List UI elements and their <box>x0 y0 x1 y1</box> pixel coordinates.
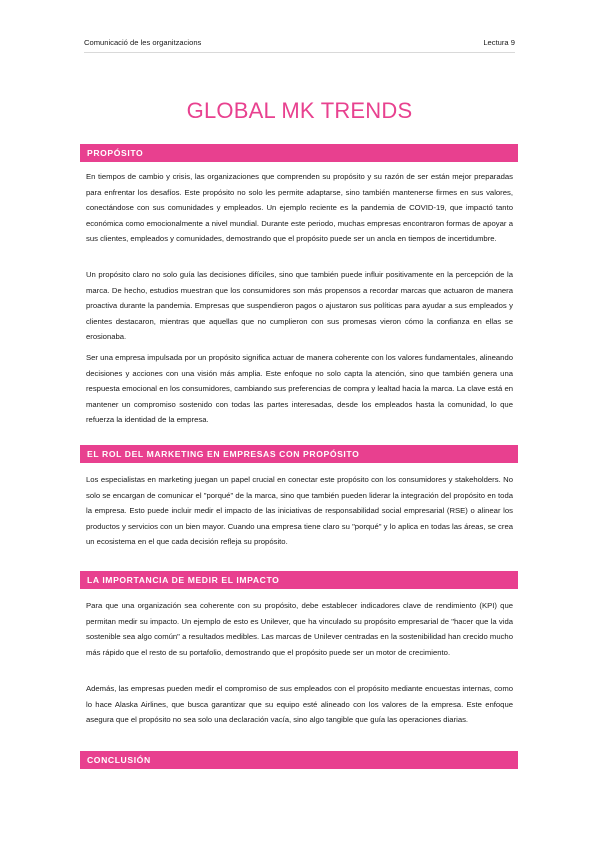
paragraph: En tiempos de cambio y crisis, las organizaciones que comprenden su propósito y su razón de ser están mejor preparadas para enfrentar los desafíos. Este propósito no solo les permite adaptarse, sino también mantenerse firmes en sus valores, conectándose con sus comunidades y empleados. Un ejemplo reciente es la pandemia de COVID-19, que impactó tanto económica como emocionalmente a nivel mundial. Durante este periodo, muchas empresas encontraron formas de apoyar a sus clientes, empleados y comunidades, demostrando que el propósito puede ser un ancla en tiempos de incertidumbre. <box>86 172 513 243</box>
paragraph: Los especialistas en marketing juegan un papel crucial en conectar este propósito con los consumidores y stakeholders. No solo se encargan de comunicar el "porqué" de la marca, sino que también pueden liderar la integración del propósito en toda la empresa. Esto puede incluir medir el impacto de las iniciativas de responsabilidad social empresarial (RSE) o alinear los productos y servicios con un bien mayor. Cuando una empresa tiene claro su "porqué" y lo aplica en todas las áreas, se crea un ecosistema en el que cada decisión refleja su propósito. <box>86 475 513 546</box>
section-heading-medir-impacto: LA IMPORTANCIA DE MEDIR EL IMPACTO <box>80 571 518 589</box>
reading-number: Lectura 9 <box>483 38 515 47</box>
section-heading-rol-marketing: EL ROL DEL MARKETING EN EMPRESAS CON PROPÓSITO <box>80 445 518 463</box>
paragraph: Para que una organización sea coherente con su propósito, debe establecer indicadores clave de rendimiento (KPI) que permitan medir su impacto. Un ejemplo de esto es Unilever, que ha vinculado su propósito empresarial de "hacer que la vida sostenible sea algo común" a resultados medibles. Las marcas de Unilever centradas en la sostenibilidad han crecido mucho más rápido que el resto de su portafolio, demostrando que el propósito puede ser un motor de crecimiento. <box>86 601 513 657</box>
paragraph: Un propósito claro no solo guía las decisiones difíciles, sino que también puede influir positivamente en la percepción de la marca. De hecho, estudios muestran que los consumidores son más propensos a recordar marcas que actuaron de manera proactiva durante la pandemia. Empresas que suspendieron pagos o ajustaron sus políticas para ayudar a sus empleados y clientes destacaron, mientras que aquellas que no cumplieron con sus promesas vieron cómo la confianza en ellas se erosionaba. <box>86 270 513 341</box>
course-name: Comunicació de les organitzacions <box>84 38 202 47</box>
paragraph: Ser una empresa impulsada por un propósito significa actuar de manera coherente con los valores fundamentales, alineando decisiones y acciones con una visión más amplia. Este enfoque no solo capta la atención, sino que también genera una respuesta emocional en los consumidores, cambiando sus preferencias de compra y lealtad hacia la marca. La clave está en mantener un compromiso sostenido con todas las partes interesadas, desde los empleados hasta la comunidad, lo que refuerza la identidad de la empresa. <box>86 353 513 424</box>
section-heading-conclusion: CONCLUSIÓN <box>80 751 518 769</box>
page-header <box>84 38 515 53</box>
paragraph: Además, las empresas pueden medir el compromiso de sus empleados con el propósito mediante encuestas internas, como lo hace Alaska Airlines, que busca garantizar que su equipo esté alineado con los valores de la empresa. Este enfoque asegura que el propósito no sea solo una declaración vacía, sino algo tangible que guía las operaciones diarias. <box>86 684 513 724</box>
section-heading-proposito: PROPÓSITO <box>80 144 518 162</box>
document-title: GLOBAL MK TRENDS <box>186 98 413 123</box>
